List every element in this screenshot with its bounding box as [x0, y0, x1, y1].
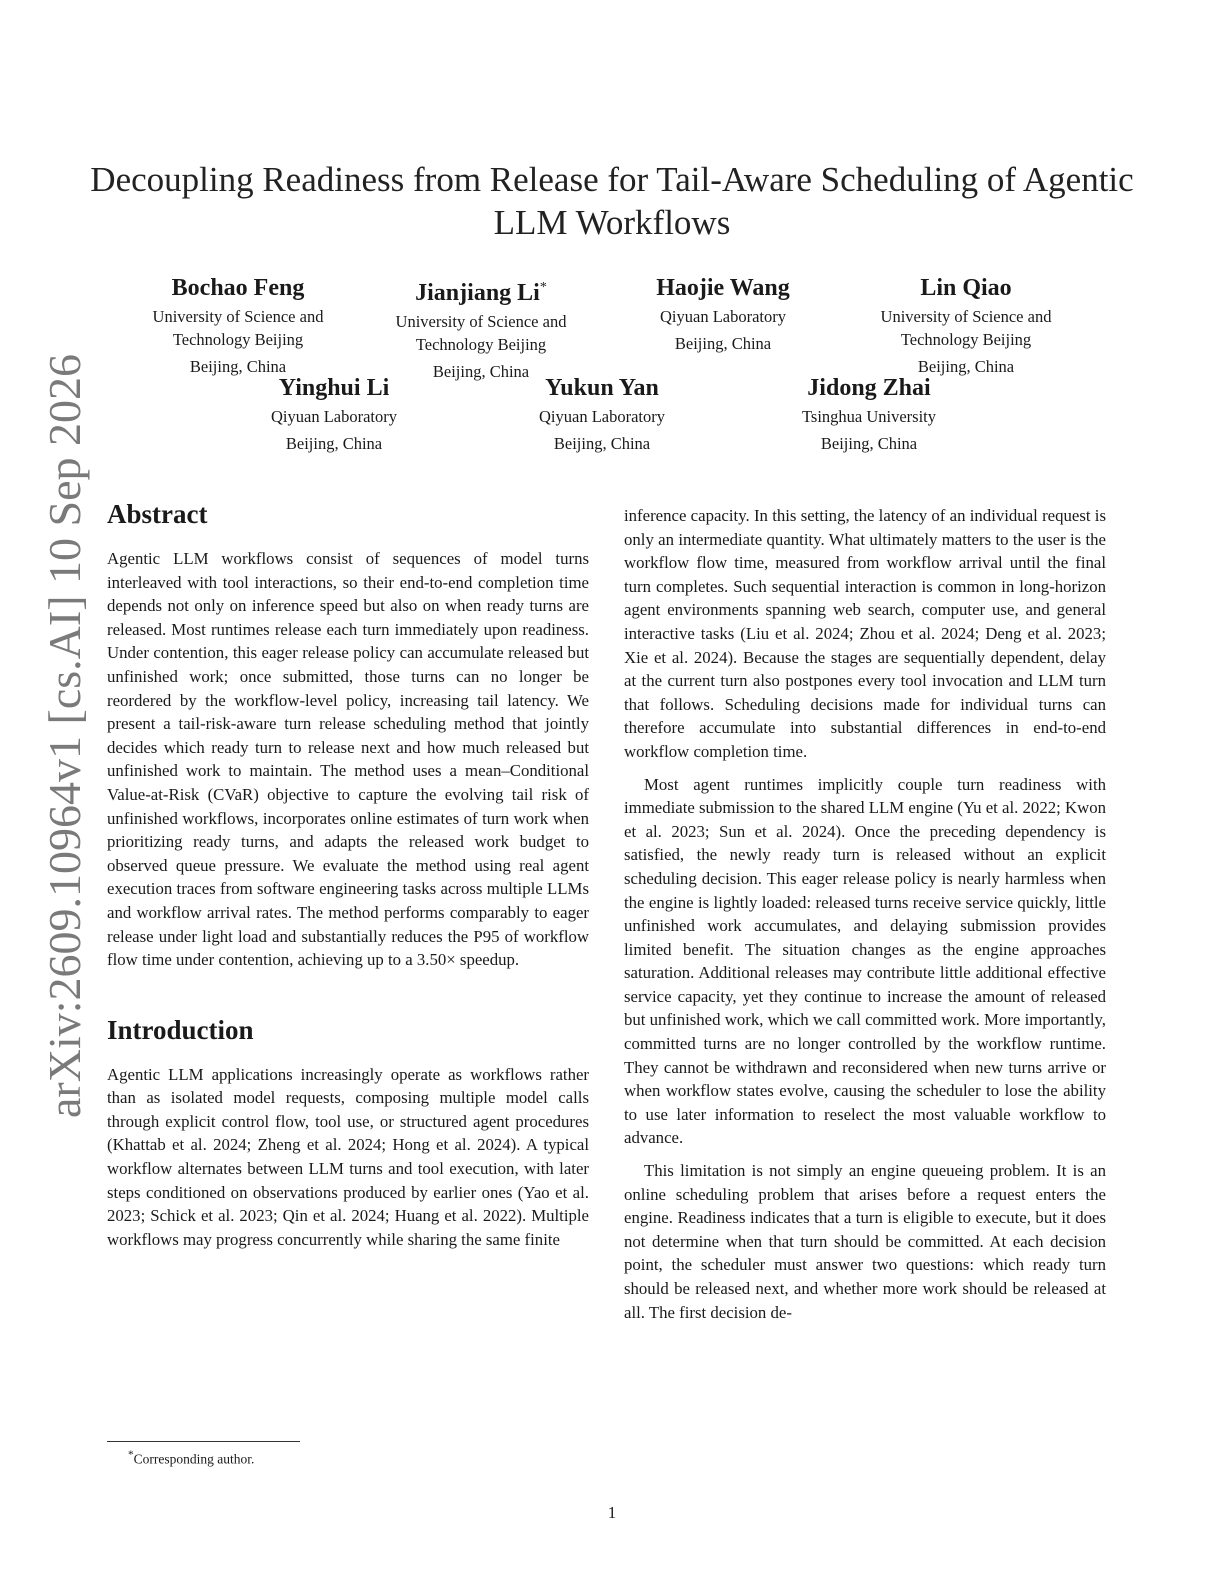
corresponding-marker: *: [539, 280, 547, 295]
introduction-paragraph-1-continued: inference capacity. In this setting, the latency of an individual request is only an intermediate quantity. What ultimately matters to the user is the workflow flow time, measured from workflow arrival until the final turn completes. Such sequential interaction is common in long-horizon agent environments spanning web search, computer use, and general interactive tasks (Liu et al. 2024; Zhou et al. 2024; Deng et al. 2023; Xie et al. 2024). Because the stages are sequentially dependent, delay at the current turn also postpones every tool invocation and LLM turn that follows. Scheduling decisions made for individual turns can therefore accumulate into substantial differences in end-to-end workflow completion time.: [624, 506, 1106, 761]
author-name: Bochao Feng: [171, 275, 305, 301]
author-block: [855, 274, 1077, 378]
page-number: 1: [607, 1503, 617, 1522]
footnote-divider: [107, 1441, 300, 1442]
introduction-paragraph-2: Most agent runtimes implicitly couple turn readiness with immediate submission to the shared LLM engine (Yu et al. 2022; Kwon et al. 2023; Sun et al. 2024). Once the preceding dependency is satisfied, the newly ready turn is released without an explicit scheduling decision. This eager release policy is nearly harmless when the engine is lightly loaded: released turns receive service quickly, little unfinished work accumulates, and delaying submission provides limited benefit. The situation changes as the engine approaches saturation. Additional releases may contribute little additional effective service capacity, yet they continue to increase the amount of released but unfinished work, which we call committed work. More importantly, committed turns are no longer controlled by the workflow runtime. They cannot be withdrawn and reconsidered when new turns arrive or when workflow states evolve, causing the scheduler to lose the ability to use later information to reselect the most valuable workflow to advance.: [624, 774, 1106, 1148]
author-block: [623, 274, 823, 355]
author-name: Jidong Zhai: [807, 375, 931, 401]
author-block: [502, 374, 702, 455]
author-affiliation: Qiyuan Laboratory: [660, 307, 786, 326]
author-location: Beijing, China: [432, 362, 530, 381]
author-name: Yukun Yan: [545, 375, 659, 401]
left-column: [107, 498, 589, 1251]
author-block: [769, 374, 969, 455]
arxiv-identifier-stamp: arXiv:2609.10964v1 [cs.AI] 10 Sep 2026: [39, 353, 90, 1118]
abstract-text: Agentic LLM workflows consist of sequences of model turns interleaved with tool interactions, so their end-to-end completion time depends not only on inference speed but also on when ready turns are released. Most runtimes release each turn immediately upon readiness. Under contention, this eager release policy can accumulate released but unfinished work; once submitted, those turns can no longer be reordered by the workflow-level policy, increasing tail latency. We present a tail-risk-aware turn release scheduling method that jointly decides which ready turn to release next and how much released but unfinished work to maintain. The method uses a mean–Conditional Value-at-Risk (CVaR) objective to capture the evolving tail risk of unfinished workflows, incorporates online estimates of turn work when prioritizing ready turns, and adapts the released work budget to observed queue pressure. We evaluate the method using real agent execution traces from software engineering tasks across multiple LLMs and workflow arrival rates. The method performs comparably to eager release under light load and substantially reduces the P95 of workflow flow time under contention, achieving up to a 3.50× speedup.: [107, 549, 589, 970]
author-affiliation: Tsinghua University: [801, 407, 937, 426]
author-affiliation: Qiyuan Laboratory: [271, 407, 397, 426]
author-block: [128, 274, 348, 378]
introduction-paragraph-1: Agentic LLM applications increasingly operate as workflows rather than as isolated model requests, composing multiple model calls through explicit control flow, tool use, or structured agent procedures (Khattab et al. 2024; Zheng et al. 2024; Hong et al. 2024). A typical workflow alternates between LLM turns and tool execution, with later steps conditioned on observations produced by earlier ones (Yao et al. 2023; Schick et al. 2023; Qin et al. 2024; Huang et al. 2022). Multiple workflows may progress concurrently while sharing the same finite: [107, 1064, 589, 1249]
author-block: [234, 374, 434, 455]
author-name: Haojie Wang: [656, 275, 790, 301]
author-name: Jianjiang Li*: [415, 280, 547, 306]
footnote: [128, 1446, 254, 1469]
author-location: Beijing, China: [820, 434, 918, 453]
author-affiliation: Qiyuan Laboratory: [539, 407, 665, 426]
introduction-heading: Introduction: [107, 1014, 254, 1045]
author-location: Beijing, China: [189, 357, 287, 376]
author-location: Beijing, China: [285, 434, 383, 453]
right-column: [624, 498, 1106, 1324]
paper-title: Decoupling Readiness from Release for Tail-Aware Scheduling of Agentic LLM Workflows: [90, 160, 1134, 242]
author-affiliation: University of Science and Technology Beijing: [395, 312, 567, 354]
author-name: Yinghui Li: [278, 375, 390, 401]
abstract-heading: Abstract: [107, 499, 208, 529]
author-affiliation: University of Science and Technology Beijing: [152, 307, 324, 349]
footnote-text: Corresponding author.: [133, 1451, 255, 1467]
author-name: Lin Qiao: [920, 275, 1012, 301]
introduction-paragraph-3: This limitation is not simply an engine queueing problem. It is an online scheduling problem that arises before a request enters the engine. Readiness indicates that a turn is eligible to execute, but it does not determine when that turn should be committed. At each decision point, the scheduler must answer two questions: which ready turn should be released next, and whether more work should be released at all. The first decision de-: [624, 1161, 1106, 1322]
author-block: [370, 274, 592, 383]
author-location: Beijing, China: [917, 357, 1015, 376]
author-location: Beijing, China: [553, 434, 651, 453]
author-affiliation: University of Science and Technology Beijing: [880, 307, 1052, 349]
footnote-marker: *: [128, 1449, 134, 1461]
author-location: Beijing, China: [674, 334, 772, 353]
